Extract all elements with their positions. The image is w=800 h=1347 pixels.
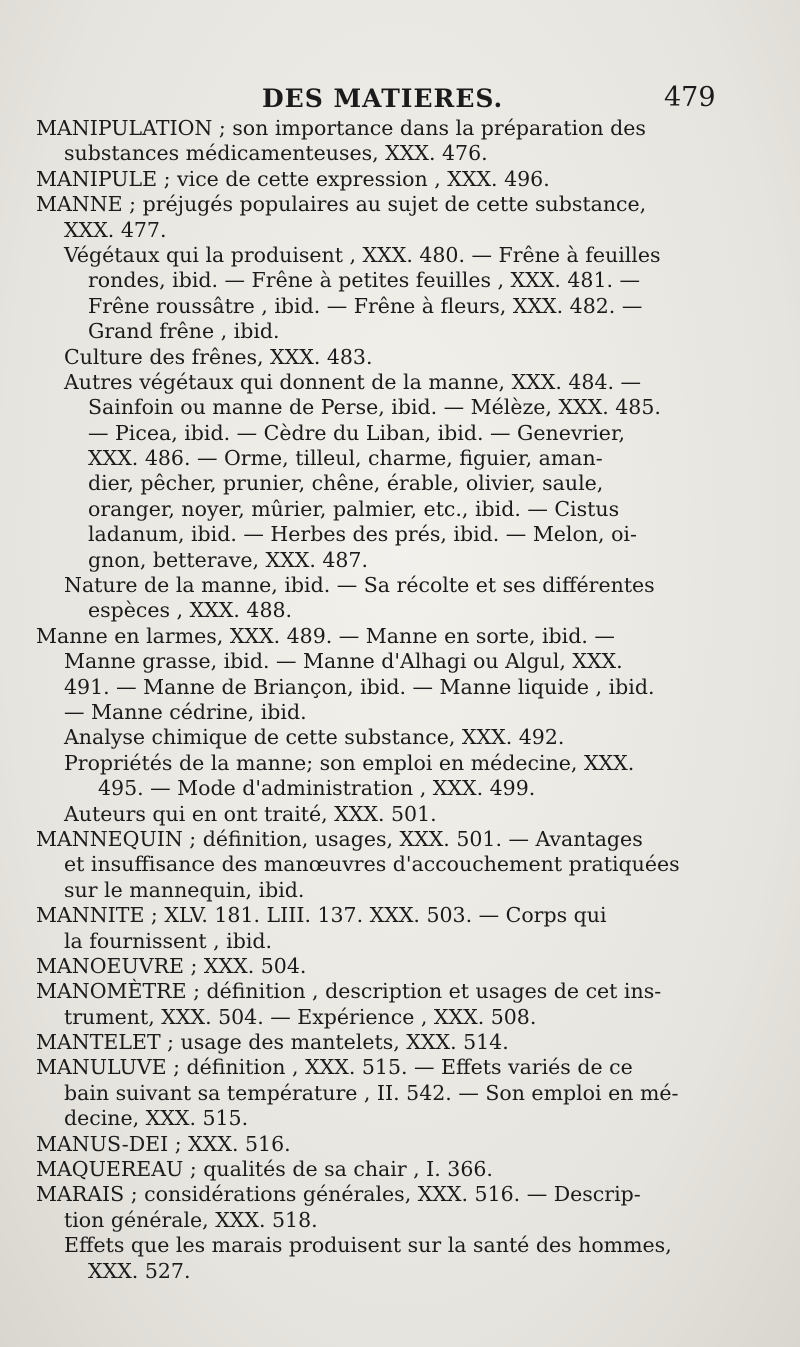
index-line: MANOEUVRE ; XXX. 504. xyxy=(36,953,307,978)
index-line: tion générale, XXX. 518. xyxy=(64,1207,318,1232)
index-line: oranger, noyer, mûrier, palmier, etc., ibid. — Cistus xyxy=(88,496,620,521)
index-line: MANULUVE ; définition , XXX. 515. — Effets variés de ce xyxy=(36,1055,633,1080)
index-line: Manne en larmes, XXX. 489. — Manne en sorte, ibid. — xyxy=(36,623,615,648)
index-line: Culture des frênes, XXX. 483. xyxy=(64,344,373,369)
index-line: — Picea, ibid. — Cèdre du Liban, ibid. — Genevrier, xyxy=(88,420,626,445)
index-line: Sainfoin ou manne de Perse, ibid. — Mélèze, XXX. 485. xyxy=(88,395,661,420)
index-line: trument, XXX. 504. — Expérience , XXX. 508. xyxy=(64,1004,537,1029)
index-line: Autres végétaux qui donnent de la manne, XXX. 484. — xyxy=(64,369,642,394)
index-line: espèces , XXX. 488. xyxy=(88,598,293,623)
index-line: — Manne cédrine, ibid. xyxy=(64,699,307,724)
index-line: bain suivant sa température , II. 542. — Son emploi en mé- xyxy=(64,1080,679,1105)
index-line: MANIPULATION ; son importance dans la préparation des xyxy=(36,116,646,140)
page-header xyxy=(0,78,800,118)
index-line: gnon, betterave, XXX. 487. xyxy=(88,547,368,572)
index-line: dier, pêcher, prunier, chêne, érable, olivier, saule, xyxy=(88,471,604,496)
index-line: Auteurs qui en ont traité, XXX. 501. xyxy=(64,801,437,826)
index-line: MANNEQUIN ; définition, usages, XXX. 501. — Avantages xyxy=(36,826,643,851)
index-line: XXX. 477. xyxy=(64,217,167,242)
index-line: Frêne roussâtre , ibid. — Frêne à fleurs, XXX. 482. — xyxy=(88,293,643,318)
index-line: la fournissent , ibid. xyxy=(64,928,273,953)
index-line: Analyse chimique de cette substance, XXX. 492. xyxy=(64,725,565,750)
index-line: MANIPULE ; vice de cette expression , XXX. 496. xyxy=(36,166,550,191)
index-entries xyxy=(36,116,716,1284)
index-line: Manne grasse, ibid. — Manne d'Alhagi ou Algul, XXX. xyxy=(64,649,623,674)
index-line: XXX. 486. — Orme, tilleul, charme, figuier, aman- xyxy=(88,446,603,471)
index-line: et insuffisance des manœuvres d'accouchement pratiquées xyxy=(64,852,680,877)
index-line: 491. — Manne de Briançon, ibid. — Manne liquide , ibid. xyxy=(64,674,655,699)
index-line: MANOMÈTRE ; définition , description et usages de cet ins- xyxy=(36,979,662,1004)
index-line: XXX. 527. xyxy=(88,1258,191,1283)
index-line: substances médicamenteuses, XXX. 476. xyxy=(64,141,488,166)
index-line: MANTELET ; usage des mantelets, XXX. 514. xyxy=(36,1030,509,1055)
index-line: 495. — Mode d'administration , XXX. 499. xyxy=(98,776,536,801)
index-line: Grand frêne , ibid. xyxy=(88,319,280,344)
index-line: Végétaux qui la produisent , XXX. 480. — Frêne à feuilles xyxy=(64,242,661,267)
index-line: MANNITE ; XLV. 181. LIII. 137. XXX. 503. — Corps qui xyxy=(36,903,607,928)
index-line: Nature de la manne, ibid. — Sa récolte et ses différentes xyxy=(64,573,655,598)
page-number: 479 xyxy=(664,82,716,113)
index-line: rondes, ibid. — Frêne à petites feuilles , XXX. 481. — xyxy=(88,268,641,293)
index-line: MANNE ; préjugés populaires au sujet de cette substance, xyxy=(36,192,647,217)
index-line: Propriétés de la manne; son emploi en médecine, XXX. xyxy=(64,750,635,775)
index-line: MAQUEREAU ; qualités de sa chair , I. 366. xyxy=(36,1157,493,1182)
index-line: MARAIS ; considérations générales, XXX. 516. — Descrip- xyxy=(36,1182,641,1207)
index-line: Effets que les marais produisent sur la santé des hommes, xyxy=(64,1233,672,1258)
running-head: DES MATIERES. xyxy=(262,84,504,113)
index-line: MANUS-DEI ; XXX. 516. xyxy=(36,1131,291,1156)
index-line: ladanum, ibid. — Herbes des prés, ibid. — Melon, oi- xyxy=(88,522,637,547)
index-line: sur le mannequin, ibid. xyxy=(64,877,305,902)
index-line: decine, XXX. 515. xyxy=(64,1106,249,1131)
